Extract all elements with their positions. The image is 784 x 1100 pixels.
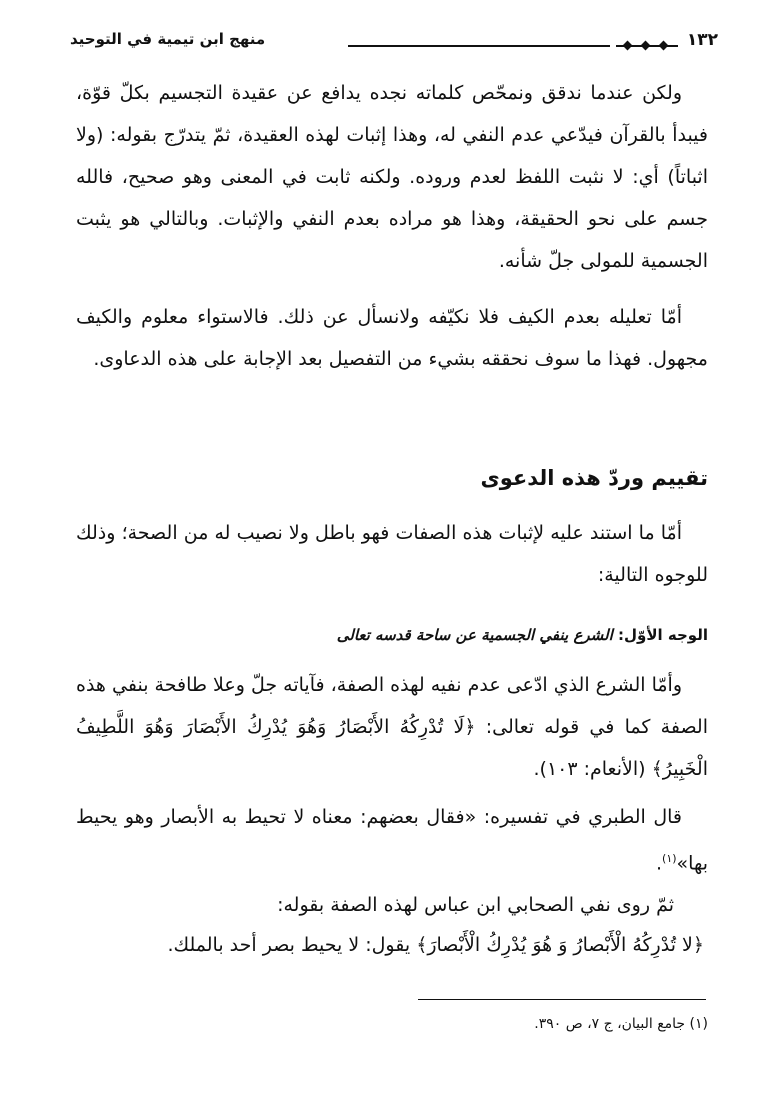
subsection-label: الوجه الأوّل: [618,626,708,644]
paragraph-1: ولكن عندما ندقق ونمحّص كلماته نجده يدافع عن عقيدة التجسيم بكلّ قوّة، فيبدأ بالقرآن فيدّعي عدم النفي له، وهذا إثبات لهذه العقيدة، ثمّ يتدرّج بقوله: (ولا اثباتاً) أي: لا نثبت اللفظ لعدم وروده. ولكنه ثابت في المعنى وهو صحيح، فالله جسم على نحو الحقيقة، وهذا هو مراده بعدم النفي والإثبات. وبالتالي هو يثبت الجسمية للمولى جلّ شأنه. [76,82,708,272]
section-heading: تقييم وردّ هذه الدعوى [480,466,708,490]
paragraph-2: أمّا تعليله بعدم الكيف فلا نكيّفه ولانسأل عن ذلك. فالاستواء معلوم والكيف مجهول. فهذا ما سوف نحققه بشيء من التفصيل بعد الإجابة على هذه الدعاوى. [76,306,708,370]
paragraph-6: ثمّ روى نفي الصحابي ابن عباس لهذه الصفة بقوله: [277,894,674,916]
page-number: ١٣٢ [686,30,718,50]
footnote-ref: (١) [662,852,677,865]
quote-end: . [655,852,663,875]
header-ornament [616,41,678,51]
paragraph-3: أمّا ما استند عليه لإثبات هذه الصفات فهو باطل ولا نصيب له من الصحة؛ وذلك للوجوه التالية: [76,522,708,586]
subsection-heading [76,626,708,644]
tabari-quote: قال الطبري في تفسيره: «فقال بعضهم: معناه لا تحيط به الأبصار وهو يحيط بها» [76,806,708,875]
header-rule [348,45,610,47]
paragraph-5 [76,796,708,884]
footnote: (١) جامع البيان، ج ٧، ص ٣٩٠. [534,1016,708,1032]
paragraph-4: وأمّا الشرع الذي ادّعى عدم نفيه لهذه الصفة، فآياته جلّ وعلا طافحة بنفي هذه الصفة كما في قوله تعالى: ﴿لَا تُدْرِكُهُ الأَبْصَارُ وَهُوَ يُدْرِكُ الأَبْصَارَ وَهُوَ اللَّطِيفُ الْخَبِيرُ﴾ (الأنعام: ١٠٣). [76,674,708,780]
footnote-rule [418,999,706,1000]
paragraph-7: ﴿لا تُدْرِكُهُ الْأَبْصارُ وَ هُوَ يُدْرِكُ الْأَبْصارَ﴾ يقول: لا يحيط بصر أحد بالملك. [167,934,704,956]
running-title: منهج ابن تيمية في التوحيد [70,30,266,48]
running-header [70,28,718,58]
subsection-title: الشرع ينفي الجسمية عن ساحة قدسه تعالى [336,626,613,644]
